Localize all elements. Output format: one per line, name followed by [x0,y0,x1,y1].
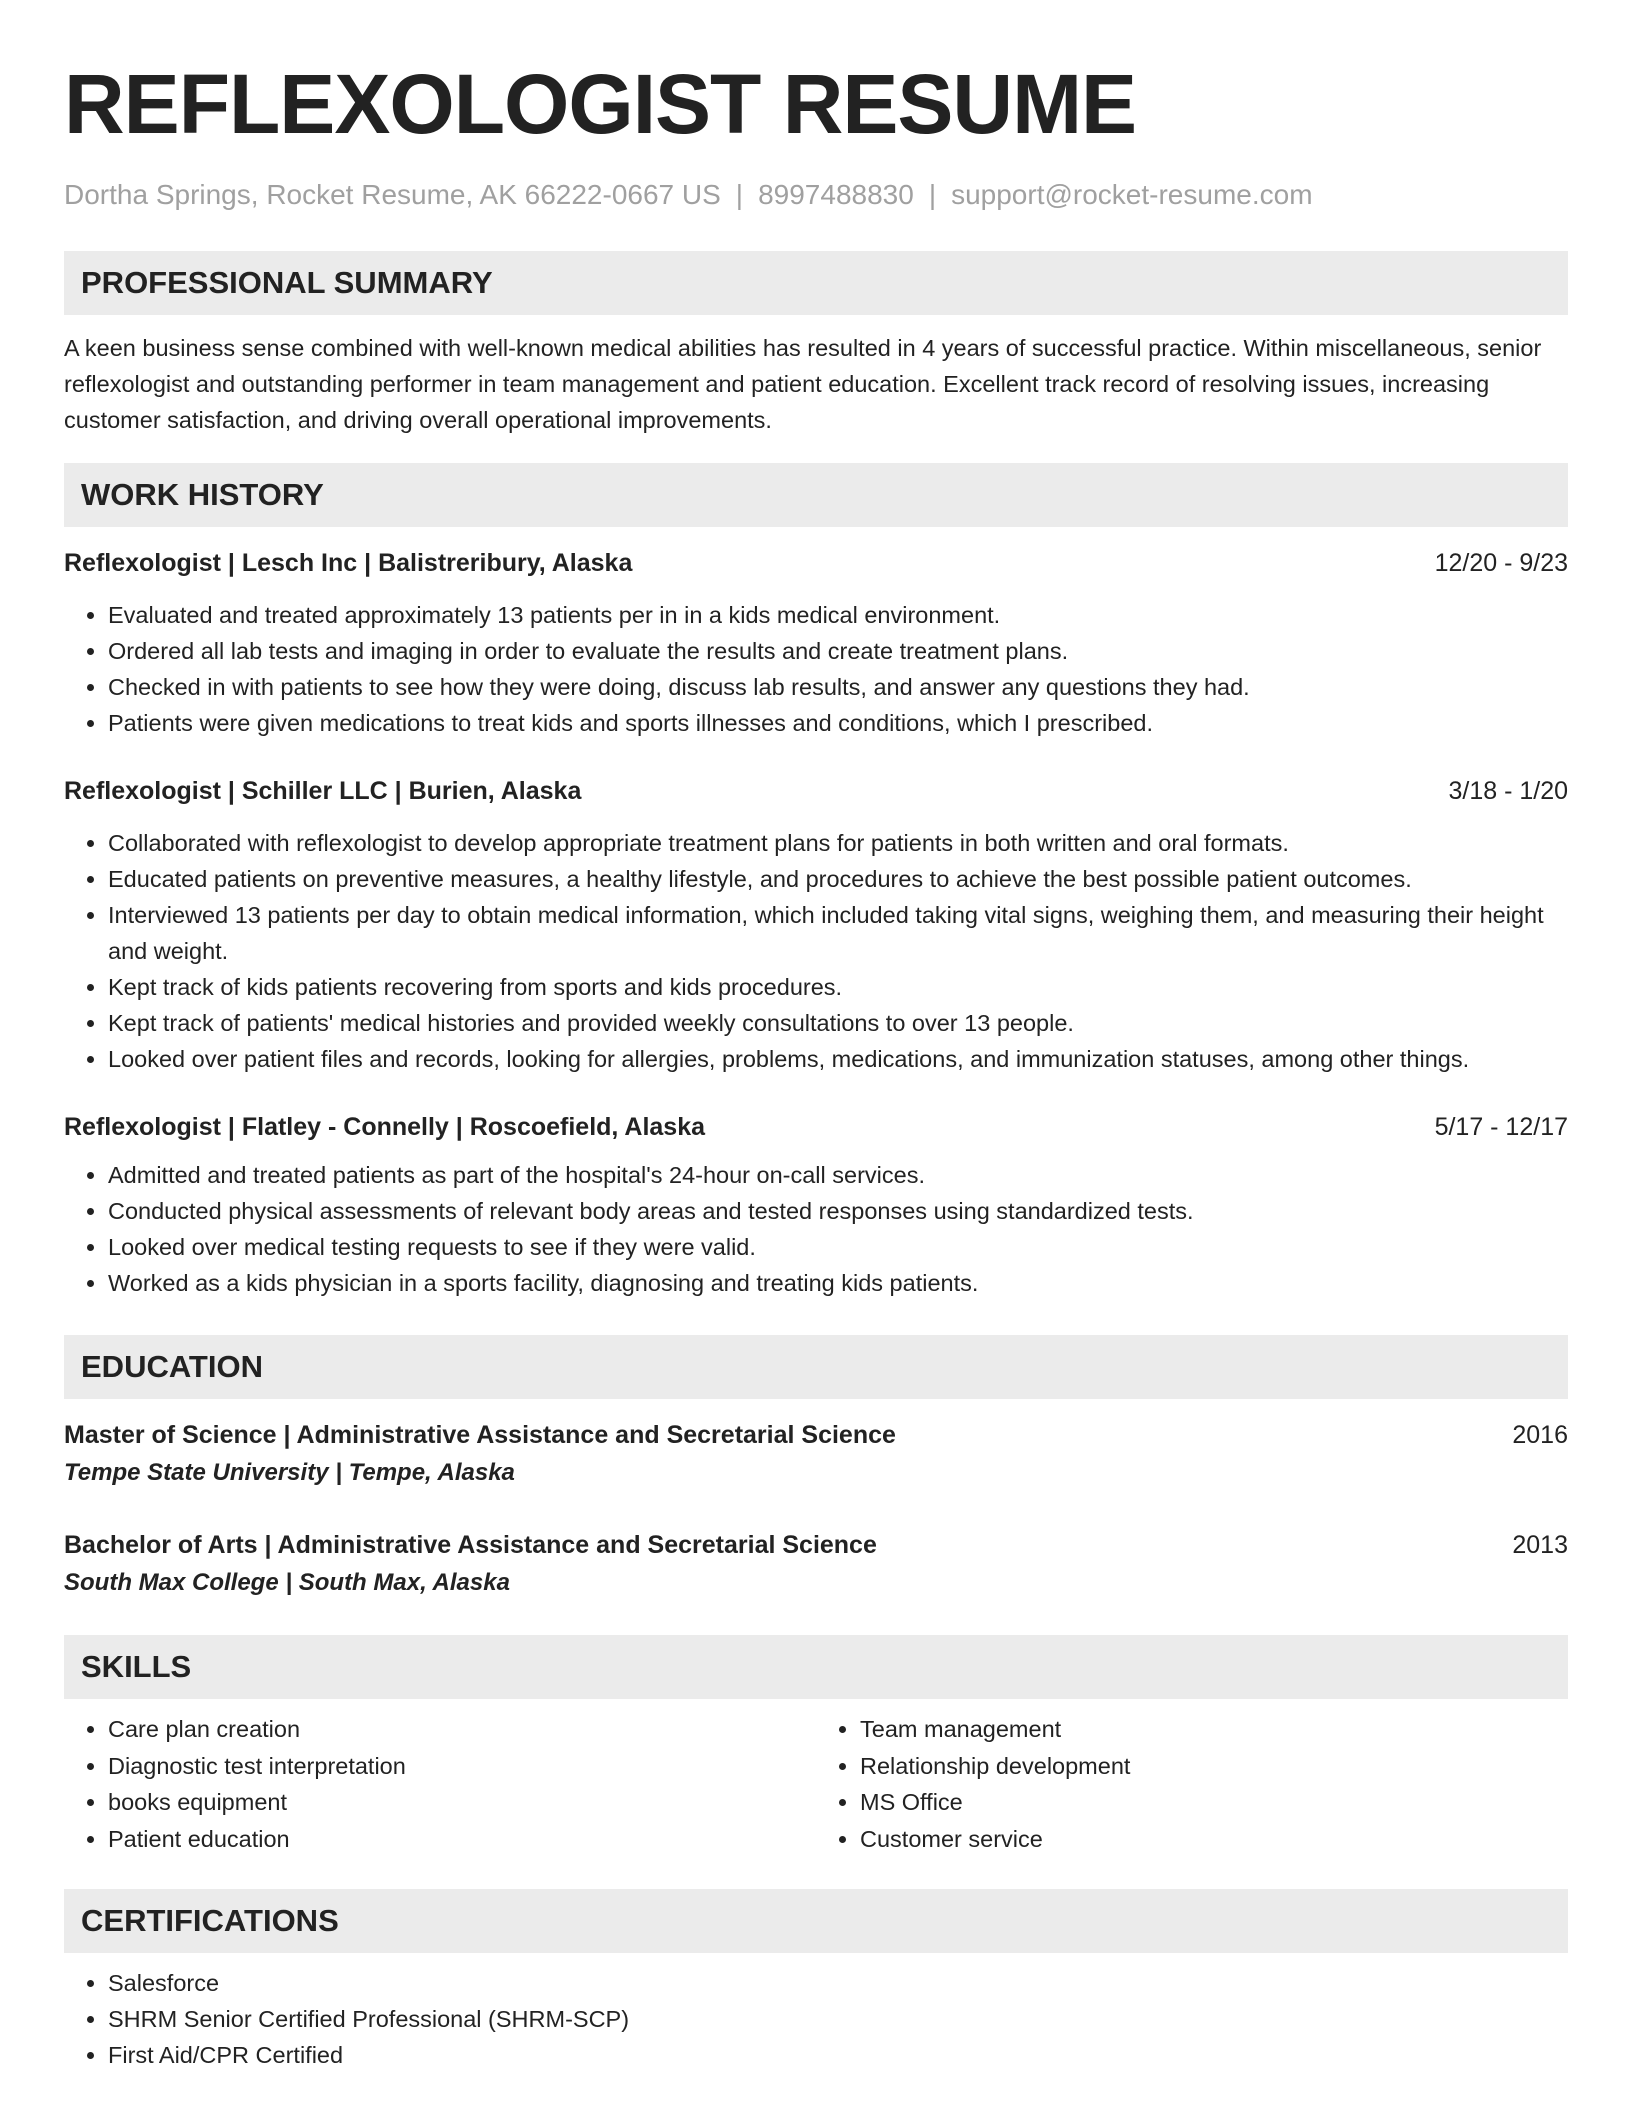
contact-phone: 8997488830 [758,179,914,210]
job-entry [64,1109,1568,1301]
education-school: Tempe State University | Tempe, Alaska [64,1459,515,1486]
job-bullet: • Patients were given medications to treat kids and sports illnesses and conditions, which I prescribed. [108,705,1568,741]
skill-item: • Team management [860,1711,1568,1748]
skill-item: • Relationship development [860,1748,1568,1785]
contact-email: support@rocket-resume.com [951,179,1313,210]
job-dates: 5/17 - 12/17 [1434,1113,1568,1141]
section-header-certifications: CERTIFICATIONS [64,1889,1568,1953]
skills-grid [64,1711,1568,1857]
job-title: Reflexologist | Schiller LLC | Burien, Alaska [64,777,582,805]
job-bullet: • Kept track of patients' medical histories and provided weekly consultations to over 13 people. [108,1005,1568,1041]
contact-address: Dortha Springs, Rocket Resume, AK 66222-0667 US [64,179,721,210]
section-header-skills: SKILLS [64,1635,1568,1699]
job-bullet: • Collaborated with reflexologist to develop appropriate treatment plans for patients in both written and oral formats. [108,825,1568,861]
section-header-summary: PROFESSIONAL SUMMARY [64,251,1568,315]
job-bullet: • Looked over medical testing requests to see if they were valid. [108,1229,1568,1265]
education-entry [64,1417,1568,1493]
skill-item: • Patient education [108,1821,816,1858]
job-dates: 12/20 - 9/23 [1434,549,1568,577]
education-header [64,1417,1568,1453]
job-bullet: • Ordered all lab tests and imaging in order to evaluate the results and create treatment plans. [108,633,1568,669]
skill-item: • books equipment [108,1784,816,1821]
skills-column-right [816,1711,1568,1857]
job-entry [64,773,1568,1077]
job-bullet: • Evaluated and treated approximately 13 patients per in in a kids medical environment. [108,597,1568,633]
job-dates: 3/18 - 1/20 [1448,777,1568,805]
certifications-list [64,1965,1568,2073]
job-bullets [64,1157,1568,1301]
skills-column-left [64,1711,816,1857]
education-year: 2013 [1512,1531,1568,1559]
skill-item: • Care plan creation [108,1711,816,1748]
job-header [64,545,1568,581]
job-bullet: • Kept track of kids patients recovering from sports and kids procedures. [108,969,1568,1005]
section-header-work-history: WORK HISTORY [64,463,1568,527]
job-bullet: • Admitted and treated patients as part of the hospital's 24-hour on-call services. [108,1157,1568,1193]
contact-line [64,178,1568,212]
education-school: South Max College | South Max, Alaska [64,1569,510,1596]
job-entry [64,545,1568,741]
job-bullets [64,825,1568,1077]
skill-item: • Customer service [860,1821,1568,1858]
summary-text: A keen business sense combined with well-known medical abilities has resulted in 4 years of successful practice. Within miscellaneous, senior reflexologist and outstanding performer in team management and patient education. Excellent track record of resolving issues, increasing customer satisfaction, and driving overall operational improvements. [64,335,1542,433]
job-title: Reflexologist | Lesch Inc | Balistreribury, Alaska [64,549,633,577]
skill-item: • Diagnostic test interpretation [108,1748,816,1785]
job-bullet: • Worked as a kids physician in a sports facility, diagnosing and treating kids patients. [108,1265,1568,1301]
certification-item: • SHRM Senior Certified Professional (SHRM-SCP) [108,2001,1568,2037]
job-bullets [64,597,1568,741]
job-header [64,1109,1568,1145]
job-bullet: • Educated patients on preventive measures, a healthy lifestyle, and procedures to achieve the best possible patient outcomes. [108,861,1568,897]
job-title: Reflexologist | Flatley - Connelly | Roscoefield, Alaska [64,1113,706,1141]
certification-item: • First Aid/CPR Certified [108,2037,1568,2073]
job-header [64,773,1568,809]
education-degree: Bachelor of Arts | Administrative Assistance and Secretarial Science [64,1531,877,1559]
job-bullet: • Interviewed 13 patients per day to obtain medical information, which included taking vital signs, weighing them, and measuring their height and weight. [108,897,1568,969]
education-year: 2016 [1512,1421,1568,1449]
education-entry [64,1527,1568,1603]
education-degree: Master of Science | Administrative Assistance and Secretarial Science [64,1421,896,1449]
job-bullet: • Looked over patient files and records, looking for allergies, problems, medications, and immunization statuses, among other things. [108,1041,1568,1077]
education-header [64,1527,1568,1563]
section-header-education: EDUCATION [64,1335,1568,1399]
resume-title: REFLEXOLOGIST RESUME [64,57,1137,151]
contact-separator: | [928,179,937,210]
contact-separator: | [735,179,744,210]
certification-item: • Salesforce [108,1965,1568,2001]
job-bullet: • Checked in with patients to see how they were doing, discuss lab results, and answer any questions they had. [108,669,1568,705]
skill-item: • MS Office [860,1784,1568,1821]
job-bullet: • Conducted physical assessments of relevant body areas and tested responses using standardized tests. [108,1193,1568,1229]
